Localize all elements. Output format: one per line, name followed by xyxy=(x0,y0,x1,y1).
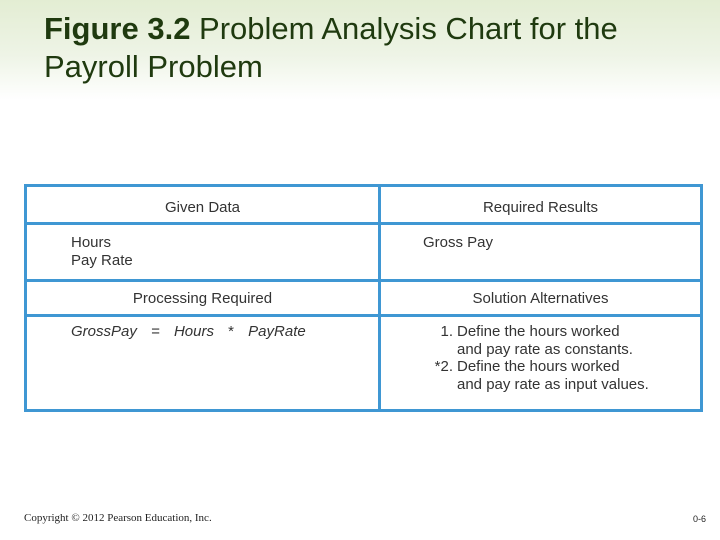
alternative-line: and pay rate as constants. xyxy=(457,340,633,358)
alternative-line: and pay rate as input values. xyxy=(457,375,649,393)
row-divider-2 xyxy=(27,279,700,282)
alternative-line: Define the hours worked xyxy=(457,358,620,375)
required-results-header: Required Results xyxy=(482,199,599,216)
alternative-line: Define the hours worked xyxy=(457,323,620,340)
formula-term-payrate: PayRate xyxy=(248,323,306,340)
slide-title xyxy=(44,10,704,86)
alternative-number: *2. xyxy=(434,358,453,375)
solution-alternatives-list xyxy=(425,323,695,393)
given-data-cell xyxy=(71,234,133,270)
formula-multiply: * xyxy=(228,323,234,340)
given-item: Pay Rate xyxy=(71,252,133,269)
formula-equals: = xyxy=(151,323,160,340)
required-item: Gross Pay xyxy=(423,234,494,251)
gross-pay-formula xyxy=(71,323,306,340)
copyright-notice: Copyright © 2012 Pearson Education, Inc. xyxy=(24,512,212,524)
alternative-text xyxy=(457,323,695,358)
problem-analysis-chart xyxy=(24,184,703,412)
alternative-item xyxy=(425,323,695,358)
figure-label: Figure 3.2 xyxy=(44,11,191,46)
row-divider-3 xyxy=(27,314,700,317)
processing-required-header: Processing Required xyxy=(132,290,273,307)
required-results-cell xyxy=(423,234,493,251)
formula-term-hours: Hours xyxy=(173,323,214,340)
formula-lhs: GrossPay xyxy=(71,323,137,340)
given-item: Hours xyxy=(71,234,112,251)
alternative-text xyxy=(457,358,695,393)
given-data-header: Given Data xyxy=(164,199,241,216)
alternative-item xyxy=(425,358,695,393)
row-divider-1 xyxy=(27,222,700,225)
solution-alternatives-header: Solution Alternatives xyxy=(472,290,609,307)
alternative-number: 1. xyxy=(440,323,453,340)
figure-caption: Problem Analysis Chart for the Payroll Problem xyxy=(44,11,618,84)
page-number: 0-6 xyxy=(692,514,706,524)
